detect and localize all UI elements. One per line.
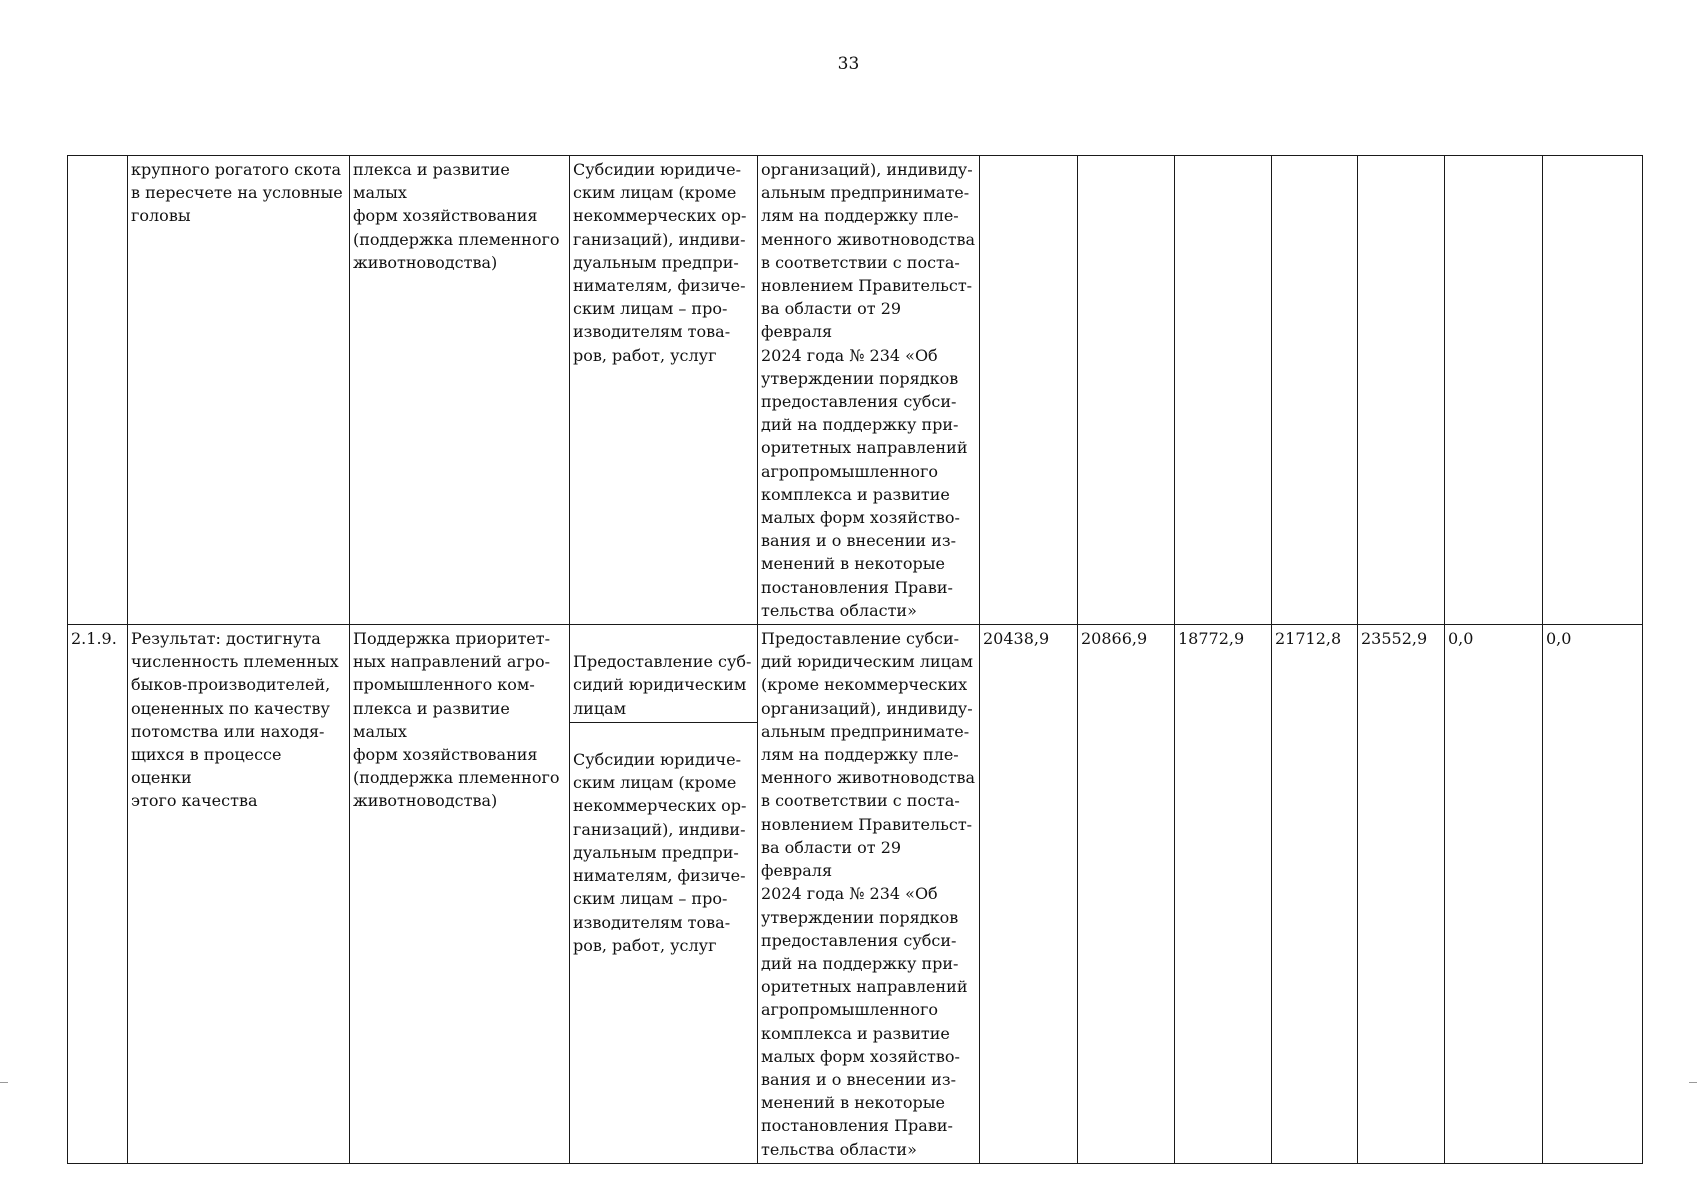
value-cell-7: 0,0 — [1543, 625, 1643, 1164]
scan-mark-left — [0, 1082, 8, 1083]
value-cell-5: 23552,9 — [1358, 625, 1445, 1164]
cell-result: крупного рогатого скота в пересчете на условные головы — [128, 156, 350, 625]
value-cell-3: 18772,9 — [1175, 625, 1272, 1164]
direction-cell: Поддержка приоритет- ных направлений агро- промышленного ком- плекса и развитие малых форм хозяйствования (поддержка племенного животноводства) — [350, 625, 570, 1164]
row-number: 2.1.9. — [68, 625, 128, 1164]
page-number: 33 — [837, 54, 860, 74]
cell-value-3 — [1175, 156, 1272, 625]
budget-table — [67, 155, 1643, 1164]
value-cell-4: 21712,8 — [1272, 625, 1358, 1164]
type-main: Предоставление суб- сидий юридическим лицам — [570, 648, 757, 723]
cell-type: Субсидии юридиче- ским лицам (кроме некоммерческих ор- ганизаций), индиви- дуальным предпри- нимателям, физиче- ским лицам – про- изводителям това- ров, работ, услуг — [570, 156, 758, 625]
cell-number — [68, 156, 128, 625]
scan-mark-right — [1689, 1082, 1697, 1083]
cell-value-6 — [1445, 156, 1543, 625]
cell-description: организаций), индивиду- альным предпринимате- лям на поддержку пле- менного животноводства в соответствии с поста- новлением Правительст- ва области от 29 февраля 2024 года № 234 «Об утверждении порядков предоставления субси- дий на поддержку при- оритетных направлений агропромышленного комплекса и развитие малых форм хозяйство- вания и о внесении из- менений в некоторые постановления Прави- тельства области» — [758, 156, 980, 625]
cell-value-4 — [1272, 156, 1358, 625]
cell-value-7 — [1543, 156, 1643, 625]
result-cell: Результат: достигнута численность племенных быков-производителей, оцененных по качеству потомства или находя- щихся в процессе оценки этого качества — [128, 625, 350, 1164]
cell-value-5 — [1358, 156, 1445, 625]
table-row-2-1-9 — [68, 625, 1643, 1164]
cell-value-1 — [980, 156, 1078, 625]
value-cell-1: 20438,9 — [980, 625, 1078, 1164]
continuation-row — [68, 156, 1643, 625]
value-cell-6: 0,0 — [1445, 625, 1543, 1164]
cell-value-2 — [1078, 156, 1175, 625]
type-cell — [570, 625, 758, 1164]
value-cell-2: 20866,9 — [1078, 625, 1175, 1164]
description-cell: Предоставление субси- дий юридическим лицам (кроме некоммерческих организаций), индивиду- альным предпринимате- лям на поддержку пле- менного животноводства в соответствии с поста- новлением Правительст- ва области от 29 февраля 2024 года № 234 «Об утверждении порядков предоставления субси- дий на поддержку при- оритетных направлений агропромышленного комплекса и развитие малых форм хозяйство- вания и о внесении из- менений в некоторые постановления Прави- тельства области» — [758, 625, 980, 1164]
cell-direction: плекса и развитие малых форм хозяйствования (поддержка племенного животноводства) — [350, 156, 570, 625]
type-sub: Субсидии юридиче- ским лицам (кроме некоммерческих ор- ганизаций), индиви- дуальным предпри- нимателям, физиче- ским лицам – про- изводителям това- ров, работ, услуг — [573, 750, 747, 955]
